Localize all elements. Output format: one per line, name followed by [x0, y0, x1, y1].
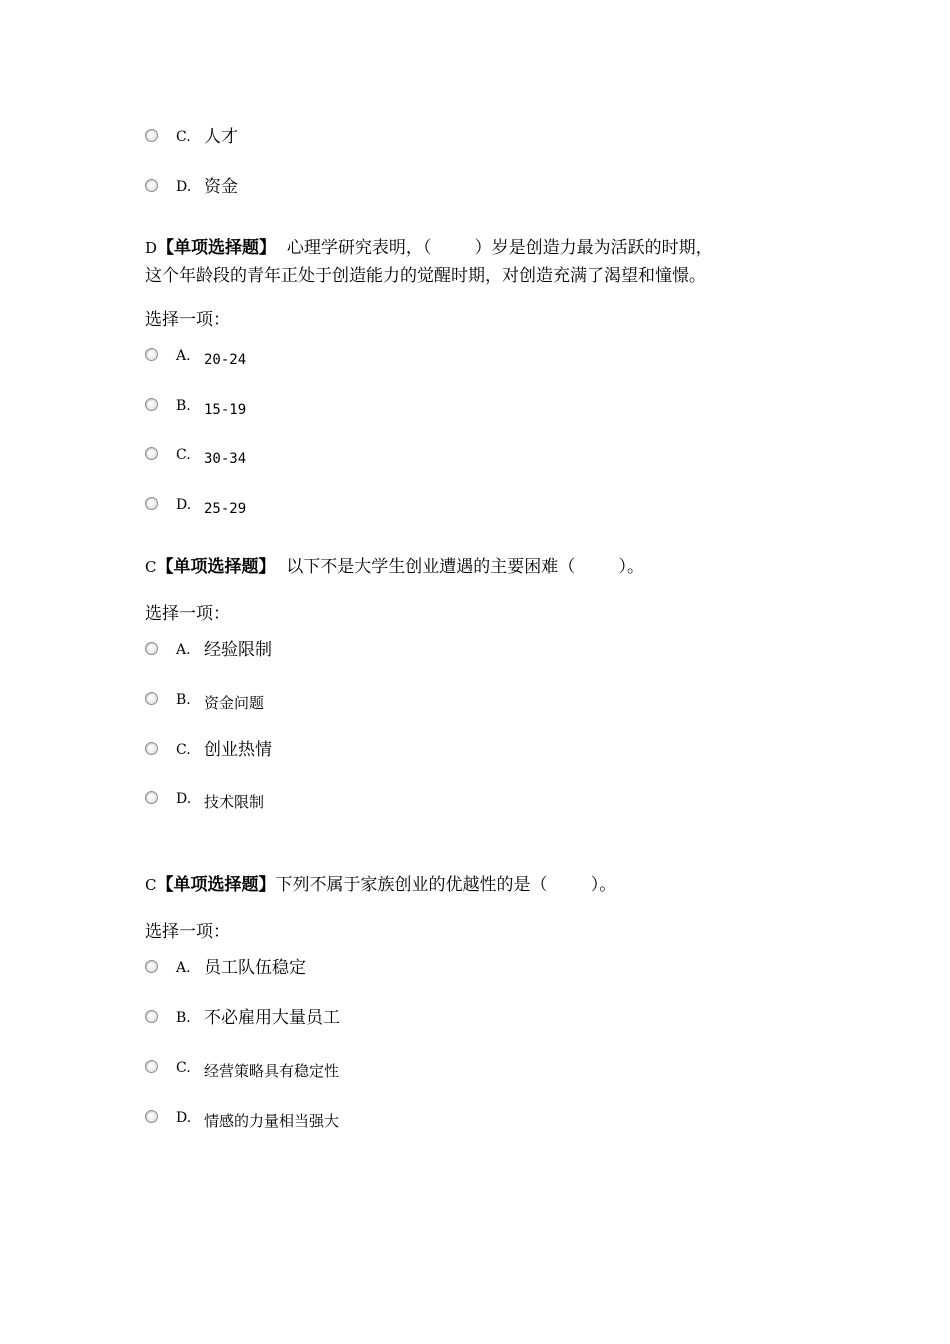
option-row[interactable]: [145, 741, 272, 767]
radio-button[interactable]: [145, 642, 158, 655]
option-text: 20-24: [204, 352, 247, 368]
radio-button[interactable]: [145, 179, 158, 192]
question-stem: [145, 871, 825, 899]
radio-button[interactable]: [145, 348, 158, 361]
option-text: 15-19: [204, 402, 247, 418]
question-type: 【单项选择题】: [156, 557, 276, 577]
select-prompt: 选择一项：: [145, 604, 230, 624]
option-letter: D.: [176, 497, 192, 513]
option-text: 不必雇用大量员工: [204, 1008, 340, 1028]
question-line-1: [145, 234, 825, 262]
option-row[interactable]: [145, 397, 246, 423]
option-row[interactable]: [145, 1009, 340, 1035]
option-row[interactable]: [145, 347, 246, 373]
option-row[interactable]: [145, 790, 264, 816]
option-letter: D.: [176, 179, 192, 195]
option-row[interactable]: [145, 446, 246, 472]
option-letter: C.: [176, 1060, 191, 1076]
option-letter: C.: [176, 129, 191, 145]
option-letter: B.: [176, 692, 191, 708]
question-text: 下列不属于家族创业的优越性的是（ ）。: [275, 875, 617, 895]
option-text: 资金问题: [204, 694, 265, 712]
answer-key: C: [145, 558, 157, 576]
answer-key: C: [145, 876, 157, 894]
question-text: 心理学研究表明，（ ）岁是创造力最为活跃的时期，: [276, 238, 713, 258]
option-row[interactable]: [145, 178, 238, 204]
option-row[interactable]: [145, 496, 246, 522]
radio-button[interactable]: [145, 791, 158, 804]
option-letter: C.: [176, 742, 191, 758]
radio-button[interactable]: [145, 1010, 158, 1023]
option-letter: A.: [176, 642, 191, 658]
select-prompt: 选择一项：: [145, 310, 230, 330]
question-stem: [145, 553, 825, 581]
option-text: 技术限制: [204, 793, 265, 811]
option-row[interactable]: [145, 959, 306, 985]
option-letter: A.: [176, 348, 191, 364]
option-row[interactable]: [145, 128, 238, 154]
option-letter: A.: [176, 960, 191, 976]
option-letter: D.: [176, 791, 192, 807]
radio-button[interactable]: [145, 497, 158, 510]
option-letter: B.: [176, 398, 191, 414]
question-type: 【单项选择题】: [156, 875, 276, 895]
option-text: 人才: [204, 127, 238, 147]
question-line-2: 这个年龄段的青年正处于创造能力的觉醒时期，对创造充满了渴望和憧憬。: [145, 266, 706, 286]
option-letter: C.: [176, 447, 191, 463]
option-text: 资金: [204, 177, 238, 197]
option-text: 情感的力量相当强大: [204, 1112, 340, 1130]
answer-key: D: [145, 239, 158, 257]
question-stem: [145, 234, 825, 290]
option-text: 创业热情: [204, 740, 272, 760]
radio-button[interactable]: [145, 447, 158, 460]
radio-button[interactable]: [145, 692, 158, 705]
option-letter: B.: [176, 1010, 191, 1026]
question-line-1: [145, 871, 825, 899]
option-row[interactable]: [145, 691, 264, 717]
question-text: 以下不是大学生创业遭遇的主要困难（ ）。: [275, 557, 645, 577]
radio-button[interactable]: [145, 1110, 158, 1123]
option-row[interactable]: [145, 1109, 339, 1135]
option-letter: D.: [176, 1110, 192, 1126]
option-text: 员工队伍稳定: [204, 958, 306, 978]
radio-button[interactable]: [145, 129, 158, 142]
option-row[interactable]: [145, 641, 272, 667]
option-text: 25-29: [204, 501, 247, 517]
option-text: 经营策略具有稳定性: [204, 1062, 340, 1080]
question-line-1: [145, 553, 825, 581]
radio-button[interactable]: [145, 742, 158, 755]
radio-button[interactable]: [145, 1060, 158, 1073]
radio-button[interactable]: [145, 960, 158, 973]
question-type: 【单项选择题】: [157, 238, 277, 258]
option-row[interactable]: [145, 1059, 339, 1085]
radio-button[interactable]: [145, 398, 158, 411]
option-text: 经验限制: [204, 640, 272, 660]
select-prompt: 选择一项：: [145, 922, 230, 942]
option-text: 30-34: [204, 451, 247, 467]
